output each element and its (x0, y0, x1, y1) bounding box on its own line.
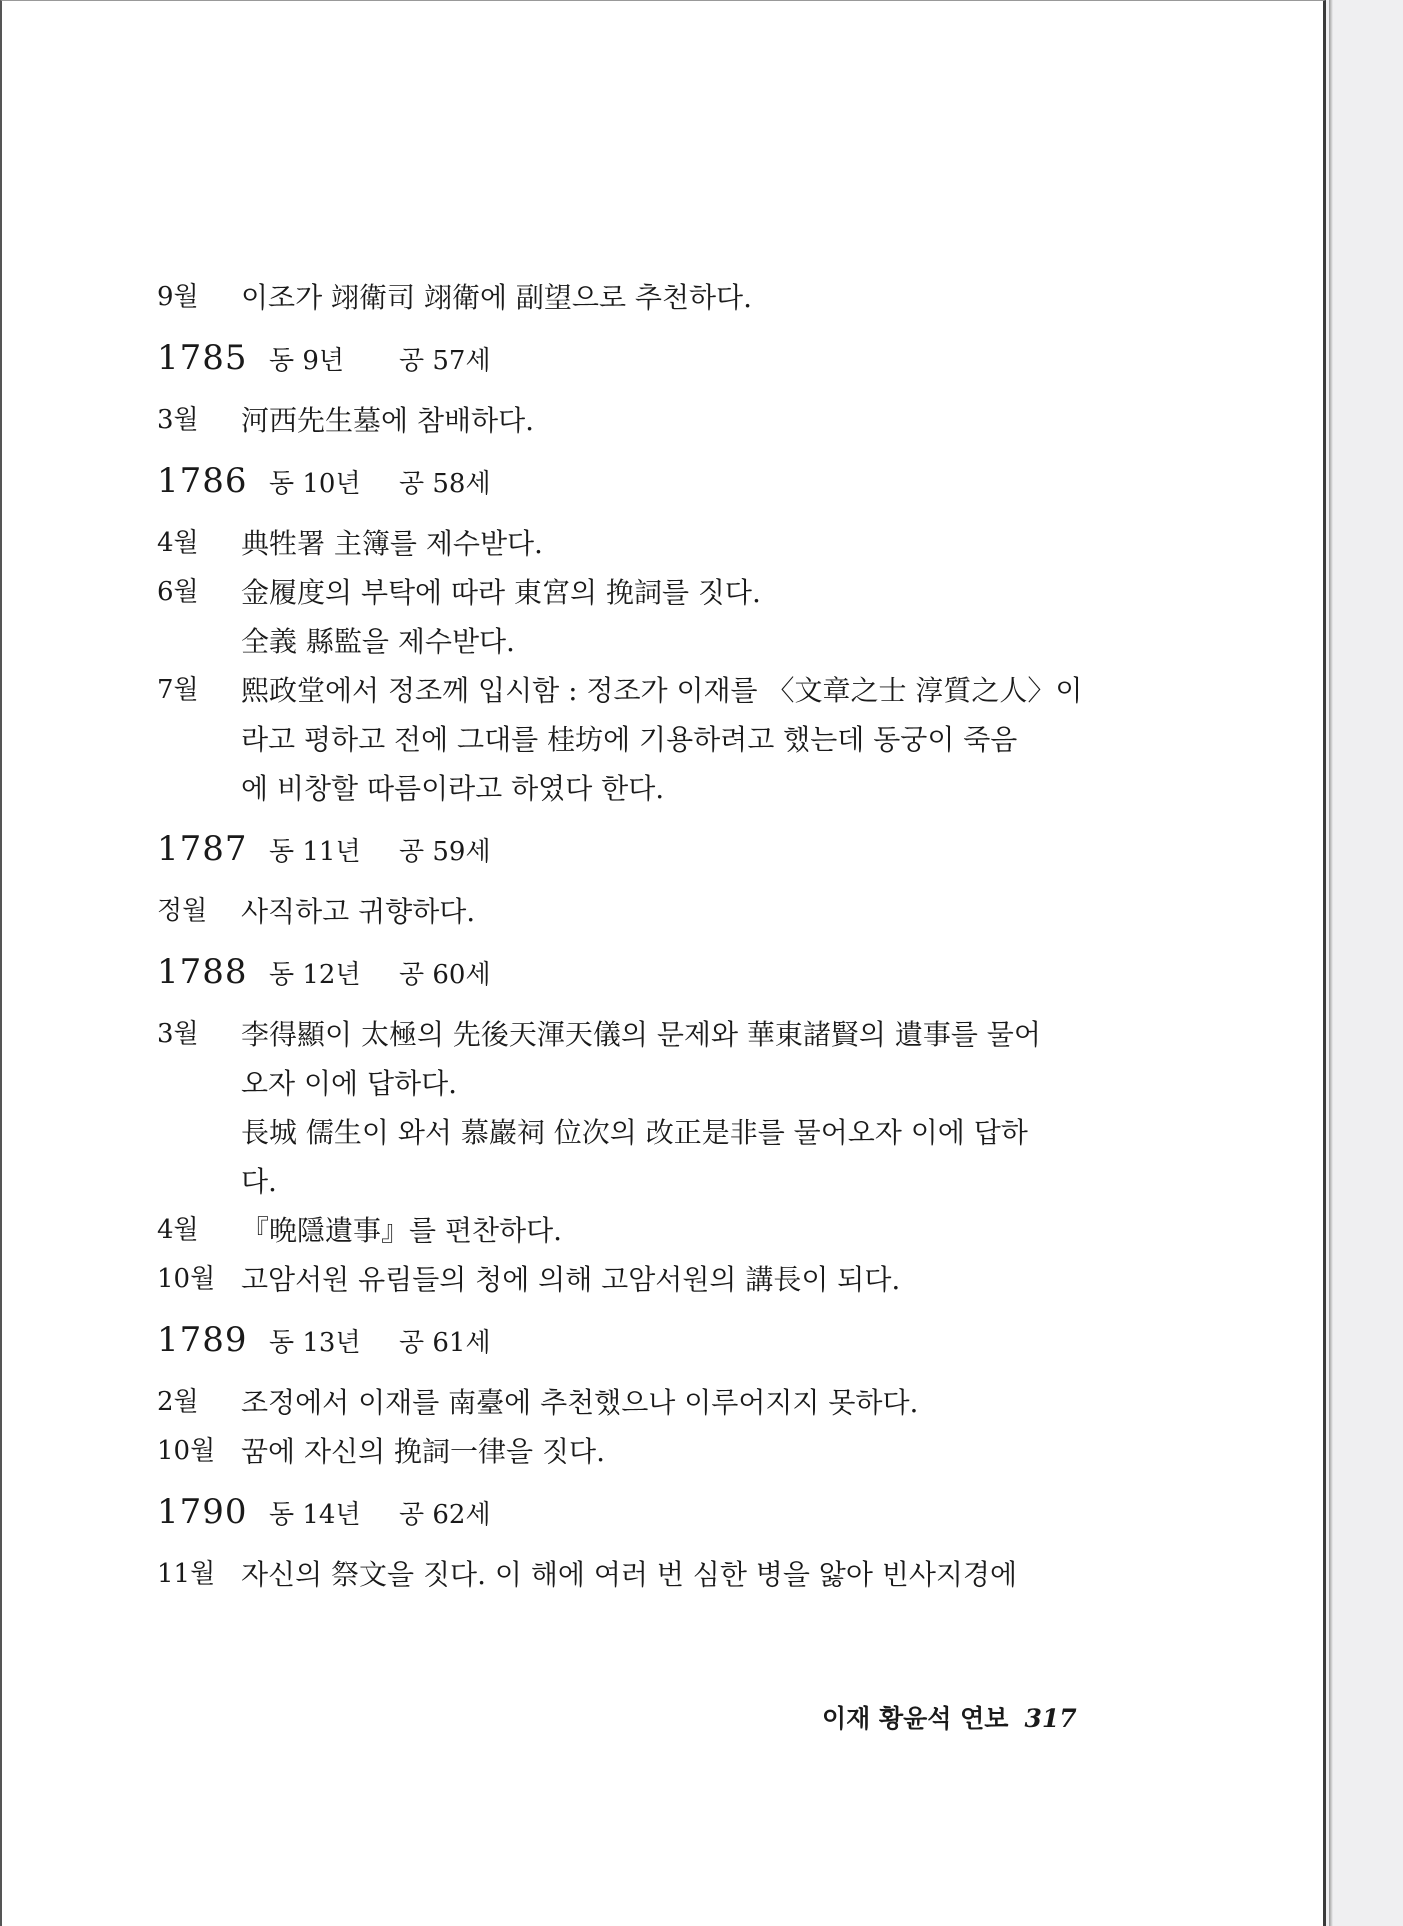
chronology-entry (157, 396, 1127, 445)
year-label: 1787 (157, 829, 248, 869)
entry-line: 典牲署 主簿를 제수받다. (241, 527, 543, 560)
entry-text (241, 1427, 1127, 1476)
entry-line: 라고 평하고 전에 그대를 桂坊에 기용하려고 했는데 동궁이 죽음 (241, 723, 1018, 756)
entry-line: 河西先生墓에 참배하다. (241, 404, 535, 437)
entry-month: 10월 (157, 1264, 216, 1294)
age-label: 공 60세 (399, 960, 491, 990)
reign-year: 동 13년 (269, 1328, 361, 1358)
chronology-entry (157, 1206, 1127, 1255)
entry-month: 4월 (157, 528, 199, 558)
chronology-entry (157, 519, 1127, 568)
year-heading (157, 338, 1127, 396)
year-heading (157, 952, 1127, 1010)
age-label: 공 59세 (399, 837, 491, 867)
year-label: 1788 (157, 952, 248, 992)
running-title: 이재 황윤석 연보 (822, 1704, 1009, 1733)
entry-month: 9월 (157, 282, 199, 312)
entry-line: 사직하고 귀향하다. (241, 895, 476, 928)
entry-line: 조정에서 이재를 南臺에 추천했으나 이루어지지 못하다. (241, 1386, 919, 1419)
chronology-entry (157, 568, 1127, 666)
entry-month: 정월 (157, 896, 208, 926)
reign-year: 동 11년 (269, 837, 361, 867)
entry-month: 6월 (157, 577, 199, 607)
entry-line: 꿈에 자신의 挽詞一律을 짓다. (241, 1435, 605, 1468)
entry-text (241, 568, 1127, 666)
age-label: 공 58세 (399, 469, 491, 499)
chronology-entry (157, 1378, 1127, 1427)
entry-line: 고암서원 유림들의 청에 의해 고암서원의 講長이 되다. (241, 1263, 901, 1296)
chronology-entry (157, 273, 1127, 322)
entry-text (241, 1378, 1127, 1427)
entry-text (241, 396, 1127, 445)
reign-year: 동 10년 (269, 469, 361, 499)
entry-line: 이조가 翊衛司 翊衛에 副望으로 추천하다. (241, 281, 752, 314)
entry-text (241, 1010, 1127, 1206)
year-heading (157, 461, 1127, 519)
entry-month: 3월 (157, 405, 199, 435)
year-label: 1785 (157, 338, 248, 378)
entry-text (241, 1206, 1127, 1255)
entry-line: 李得顯이 太極의 先後天渾天儀의 문제와 華東諸賢의 遺事를 물어 (241, 1018, 1041, 1051)
chronology-entry (157, 1427, 1127, 1476)
entry-month: 11월 (157, 1559, 216, 1589)
entry-line: 에 비창할 따름이라고 하였다 한다. (241, 772, 665, 805)
chronology-entry (157, 1255, 1127, 1304)
year-label: 1789 (157, 1320, 248, 1360)
entry-text (241, 519, 1127, 568)
age-label: 공 62세 (399, 1500, 491, 1530)
entry-line: 長城 儒生이 와서 慕巖祠 位次의 改正是非를 물어오자 이에 답하 (241, 1116, 1028, 1149)
entry-line: 熙政堂에서 정조께 입시함 : 정조가 이재를 〈文章之士 淳質之人〉이 (241, 674, 1083, 707)
reign-year: 동 12년 (269, 960, 361, 990)
year-label: 1790 (157, 1492, 248, 1532)
entry-line: 오자 이에 답하다. (241, 1067, 458, 1100)
entry-text (241, 273, 1127, 322)
entry-text (241, 666, 1127, 813)
entry-text (241, 1550, 1127, 1599)
chronology-entry (157, 887, 1127, 936)
entry-month: 2월 (157, 1387, 199, 1417)
age-label: 공 57세 (399, 346, 491, 376)
entry-line: 자신의 祭文을 짓다. 이 해에 여러 번 심한 병을 앓아 빈사지경에 (241, 1558, 1018, 1591)
page-number: 317 (1024, 1704, 1077, 1733)
entry-month: 7월 (157, 675, 199, 705)
age-label: 공 61세 (399, 1328, 491, 1358)
reign-year: 동 14년 (269, 1500, 361, 1530)
entry-line: 다. (241, 1165, 277, 1198)
entry-line: 金履度의 부탁에 따라 東宮의 挽詞를 짓다. (241, 576, 761, 609)
year-label: 1786 (157, 461, 248, 501)
entry-line: 『晩隱遺事』를 편찬하다. (241, 1214, 563, 1247)
reign-year: 동 9년 (269, 346, 345, 376)
chronology-entry (157, 1550, 1127, 1599)
year-heading (157, 829, 1127, 887)
entry-text (241, 1255, 1127, 1304)
page-footer (822, 1699, 1077, 1735)
page-edge-shadow (1329, 0, 1333, 1926)
entry-text (241, 887, 1127, 936)
year-heading (157, 1320, 1127, 1378)
entry-line: 全義 縣監을 제수받다. (241, 625, 515, 658)
year-heading (157, 1492, 1127, 1550)
chronology-entry (157, 1010, 1127, 1206)
entry-month: 4월 (157, 1215, 199, 1245)
entry-month: 10월 (157, 1436, 216, 1466)
chronology-entry (157, 666, 1127, 813)
chronology-content (157, 273, 1127, 1599)
entry-month: 3월 (157, 1019, 199, 1049)
